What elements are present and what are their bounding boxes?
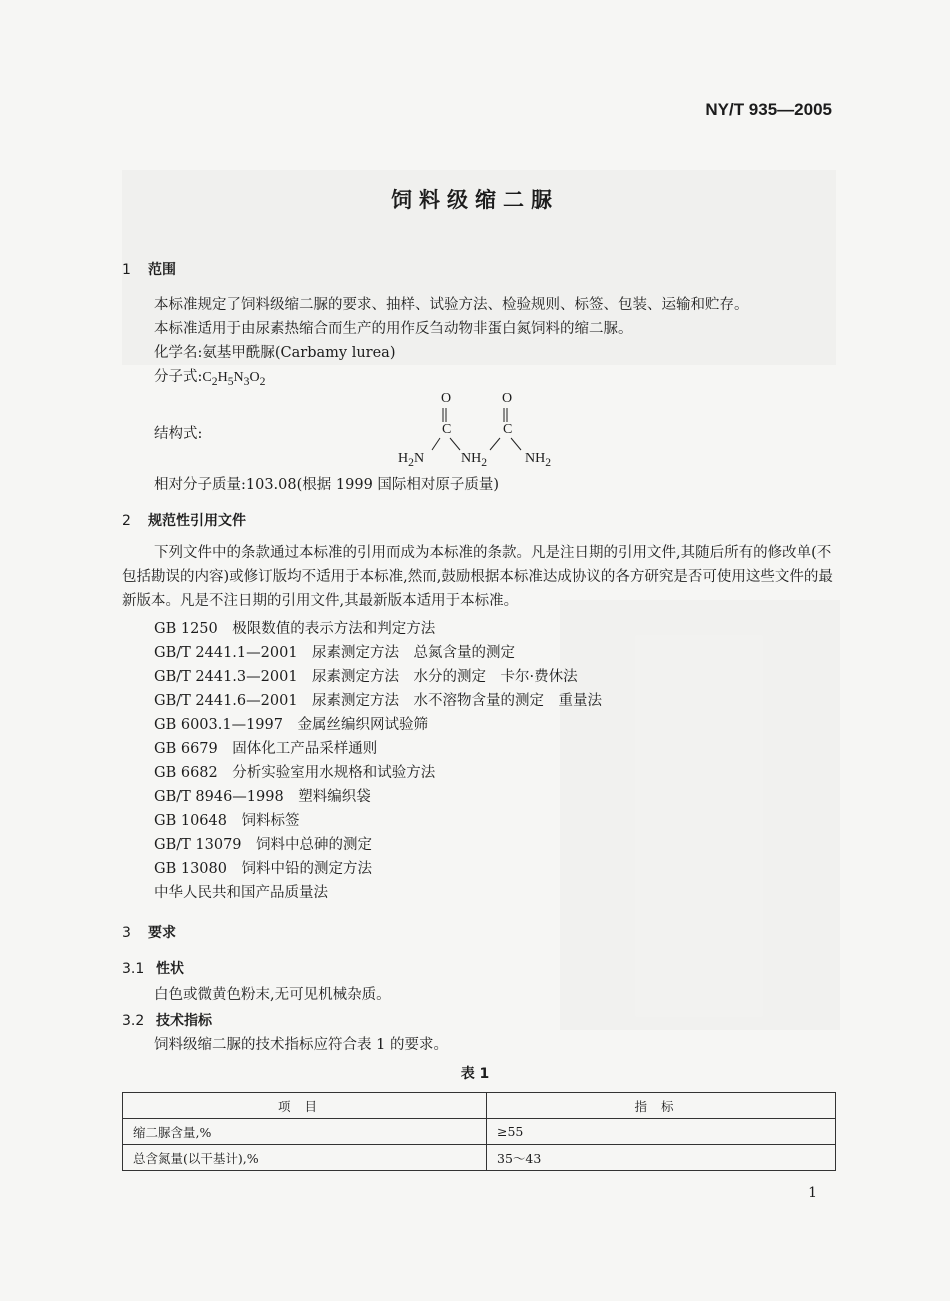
- show-through-lines: [560, 600, 840, 1030]
- section-3-heading: [122, 922, 176, 942]
- chemical-name: 化学名:氨基甲酰脲(Carbamy lurea): [154, 345, 396, 361]
- table-header-row: [123, 1093, 836, 1119]
- oxygen-1: O: [441, 391, 452, 406]
- subsection-number: 3.2: [122, 1013, 145, 1029]
- reference-item: GB 6003.1—1997 金属丝编织网试验筛: [154, 717, 428, 733]
- section-number: 1: [122, 262, 131, 278]
- subsection-title: 性状: [156, 961, 184, 977]
- standard-code: NY/T 935—2005: [705, 100, 832, 119]
- reference-item: GB/T 2441.6—2001 尿素测定方法 水不溶物含量的测定 重量法: [154, 693, 603, 709]
- oxygen-2: O: [502, 391, 513, 406]
- reference-item: GB/T 2441.3—2001 尿素测定方法 水分的测定 卡尔·费休法: [154, 669, 578, 685]
- table-row: [123, 1119, 836, 1145]
- scope-line-2: 本标准适用于由尿素热缩合而生产的用作反刍动物非蛋白氮饲料的缩二脲。: [154, 321, 633, 337]
- reference-item: GB/T 13079 饲料中总砷的测定: [154, 837, 373, 853]
- formula-label: 分子式:: [154, 369, 203, 385]
- molecular-formula: 分子式$:C_2H_5N_3O_2$: [154, 369, 266, 388]
- table-caption: 表 1: [460, 1066, 490, 1082]
- section-number: 3: [122, 925, 131, 941]
- subsection-number: 3.1: [122, 961, 145, 977]
- bond-lines: [380, 380, 580, 470]
- section-2-heading: [122, 510, 246, 530]
- subsection-3-1-heading: [122, 958, 184, 978]
- reference-item: GB 6682 分析实验室用水规格和试验方法: [154, 765, 436, 781]
- section-number: 2: [122, 513, 131, 529]
- table-cell: 缩二脲含量,%: [123, 1119, 487, 1145]
- reference-item: GB 1250 极限数值的表示方法和判定方法: [154, 621, 436, 637]
- appearance-text: 白色或微黄色粉末,无可见机械杂质。: [154, 987, 391, 1003]
- table-header-item: 项目: [123, 1093, 487, 1119]
- structure-label: 结构式:: [154, 426, 203, 442]
- molar-mass: 相对分子质量:103.08(根据 1999 国际相对原子质量): [154, 477, 500, 493]
- reference-item: GB 6679 固体化工产品采样通则: [154, 741, 378, 757]
- document-title: 饲料级缩二脲: [391, 188, 559, 212]
- reference-item: GB 13080 饲料中铅的测定方法: [154, 861, 372, 877]
- scope-line-1: 本标准规定了饲料级缩二脲的要求、抽样、试验方法、检验规则、标签、包装、运输和贮存。: [154, 297, 749, 313]
- amine-group-right: $NH_2$: [525, 451, 552, 469]
- subsection-3-2-heading: [122, 1010, 212, 1030]
- carbon-2: C: [503, 422, 513, 437]
- amine-group-left: $H_2N$: [398, 451, 425, 469]
- reference-item: GB/T 2441.1—2001 尿素测定方法 总氮含量的测定: [154, 645, 516, 661]
- page-number: 1: [808, 1185, 817, 1201]
- normative-paragraph: 下列文件中的条款通过本标准的引用而成为本标准的条款。凡是注日期的引用文件,其随后所有的修改单(不包括勘误的内容)或修订版均不适用于本标准,然而,鼓励根据本标准达成协议的各方研究是否可使用这些文件的最新版本。凡是不注日期的引用文件,其最新版本适用于本标准。: [122, 545, 833, 609]
- section-title: 规范性引用文件: [148, 513, 246, 529]
- table-header-value: 指标: [487, 1093, 836, 1119]
- reference-item: GB/T 8946—1998 塑料编织袋: [154, 789, 371, 805]
- subsection-title: 技术指标: [156, 1013, 212, 1029]
- spec-intro-text: 饲料级缩二脲的技术指标应符合表 1 的要求。: [154, 1037, 448, 1053]
- table-row: [123, 1145, 836, 1171]
- imide-group: $NH_2$: [461, 451, 488, 469]
- section-title: 范围: [148, 262, 176, 278]
- section-1-heading: [122, 259, 176, 279]
- spec-table: [122, 1092, 836, 1171]
- reference-item: GB 10648 饲料标签: [154, 813, 300, 829]
- table-cell: ≥55: [487, 1119, 836, 1145]
- section-title: 要求: [148, 925, 176, 941]
- carbon-1: C: [442, 422, 452, 437]
- table-cell: 35～43: [487, 1145, 836, 1171]
- reference-item: 中华人民共和国产品质量法: [154, 885, 328, 901]
- table-cell: 总含氮量(以干基计),%: [123, 1145, 487, 1171]
